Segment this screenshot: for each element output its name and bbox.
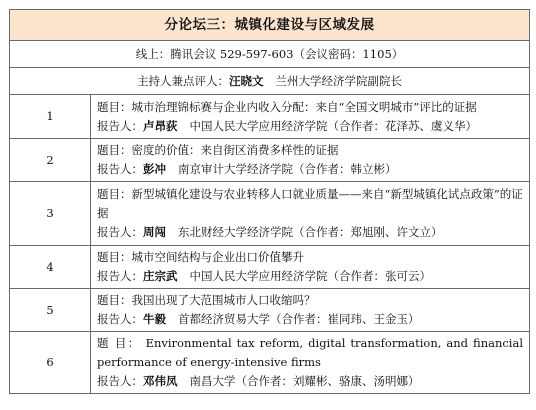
reporter-affiliation: 中国人民大学应用经济学院（合作者：张可云） <box>189 269 431 283</box>
host-affiliation: 兰州大学经济学院副院长 <box>275 73 402 88</box>
session-row <box>10 246 530 289</box>
session-row <box>10 289 530 332</box>
session-content <box>91 289 530 332</box>
session-reporter: 报告人：周闯 东北财经大学经济学院（合作者：郑旭刚、许文立） <box>97 225 443 239</box>
session-content <box>91 246 530 289</box>
reporter-name: 周闯 <box>143 225 166 239</box>
session-topic: 题目：城市空间结构与企业出口价值攀升 <box>97 250 304 264</box>
session-content <box>91 182 530 246</box>
host-name: 汪晓文 <box>229 73 264 88</box>
session-content <box>91 332 530 394</box>
session-topic: 题目：密度的价值：来自街区消费多样性的证据 <box>97 143 339 157</box>
reporter-name: 庄宗武 <box>143 269 178 283</box>
reporter-affiliation: 南京审计大学经济学院（合作者：韩立彬） <box>178 162 397 176</box>
session-number: 3 <box>10 182 91 246</box>
online-meeting-info: 线上：腾讯会议 529-597-603（会议密码：1105） <box>10 41 530 68</box>
reporter-affiliation: 南昌大学（合作者：刘耀彬、骆康、汤明娜） <box>189 374 420 388</box>
reporter-affiliation: 中国人民大学应用经济学院（合作者：花泽苏、虞义华） <box>189 118 477 133</box>
session-topic: 题目：新型城镇化建设与农业转移人口就业质量——来自“新型城镇化试点政策”的证据 <box>97 187 523 220</box>
reporter-name: 彭冲 <box>143 162 166 176</box>
session-number: 6 <box>10 332 91 394</box>
session-reporter: 报告人：彭冲 南京审计大学经济学院（合作者：韩立彬） <box>97 162 397 176</box>
forum-title: 分论坛三：城镇化建设与区域发展 <box>10 10 530 41</box>
reporter-name: 邓伟凤 <box>143 374 178 388</box>
online-row <box>10 41 530 68</box>
host-info <box>10 68 530 95</box>
reporter-name: 卢昂荻 <box>143 118 178 133</box>
session-reporter: 报告人：邓伟凤 南昌大学（合作者：刘耀彬、骆康、汤明娜） <box>97 374 420 388</box>
session-row <box>10 95 530 139</box>
session-row <box>10 182 530 246</box>
session-row <box>10 332 530 394</box>
host-row <box>10 68 530 95</box>
session-topic: 题目：城市治理锦标赛与企业内收入分配：来自“全国文明城市”评比的证据 <box>97 99 477 114</box>
reporter-affiliation: 东北财经大学经济学院（合作者：郑旭刚、许文立） <box>178 225 443 239</box>
session-reporter: 报告人：牛毅 首都经济贸易大学（合作者：崔同玮、王金玉） <box>97 312 420 326</box>
reporter-affiliation: 首都经济贸易大学（合作者：崔同玮、王金玉） <box>178 312 420 326</box>
session-topic: 题目：我国出现了大范围城市人口收缩吗？ <box>97 293 316 307</box>
reporter-name: 牛毅 <box>143 312 166 326</box>
session-number: 1 <box>10 95 91 139</box>
session-content <box>91 95 530 139</box>
session-topic: 题 目： Environmental tax reform, digital transformation, and financial performance of energy-intensive firms <box>97 336 524 369</box>
session-number: 4 <box>10 246 91 289</box>
session-content <box>91 139 530 182</box>
session-reporter: 报告人：卢昂荻 中国人民大学应用经济学院（合作者：花泽苏、虞义华） <box>97 118 477 133</box>
session-number: 5 <box>10 289 91 332</box>
session-number: 2 <box>10 139 91 182</box>
agenda-table <box>9 9 530 394</box>
host-label: 主持人兼点评人： <box>137 73 229 88</box>
session-row <box>10 139 530 182</box>
title-row <box>10 10 530 41</box>
session-reporter: 报告人：庄宗武 中国人民大学应用经济学院（合作者：张可云） <box>97 269 431 283</box>
